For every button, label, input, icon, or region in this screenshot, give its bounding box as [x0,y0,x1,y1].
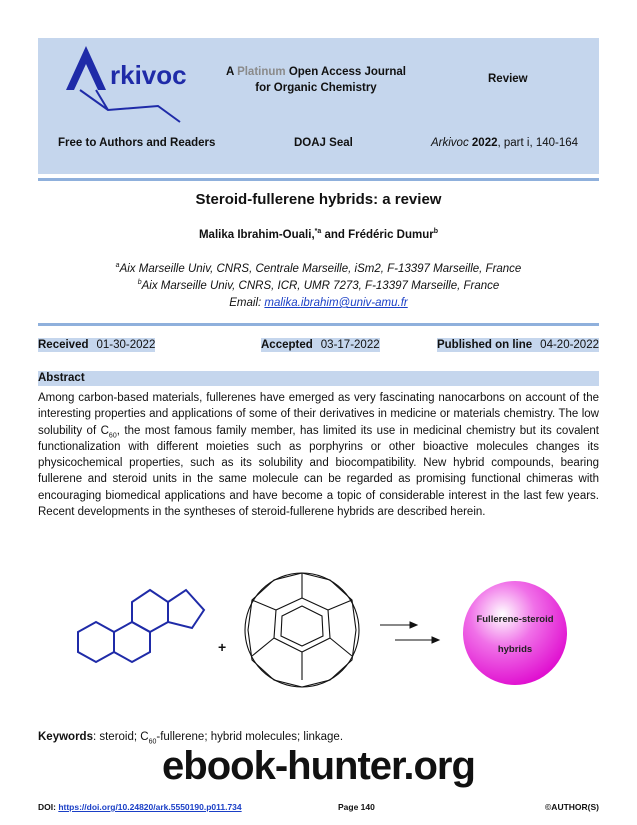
keywords-part-1: : steroid; C [92,731,149,743]
reaction-arrows [380,622,439,643]
affiliation-a-text: Aix Marseille Univ, CNRS, Centrale Marseille, iSm2, F-13397 Marseille, France [119,263,522,275]
keywords-sub: 60 [148,738,157,746]
abstract-heading-text: Abstract [38,372,85,384]
free-label: Free to Authors and Readers [58,137,216,149]
divider-dates [38,323,599,326]
keywords [38,731,344,746]
page-footer [38,800,599,814]
citation-rest: , part i, 140-164 [497,137,579,149]
author-1: Malika Ibrahim-Ouali, [198,229,315,241]
published-value: 04-20-2022 [540,339,599,351]
received-date [38,338,155,352]
tagline-prefix: A [225,66,234,78]
tagline-platinum: Platinum [237,66,286,78]
doi-label: DOI: [38,802,59,812]
plus-sign: + [218,639,227,655]
abstract-text [38,390,599,520]
accepted-label: Accepted [261,339,313,351]
product-label-1: Fullerene-steroid [476,614,554,625]
steroid-skeleton [78,590,204,662]
accepted-value: 03-17-2022 [320,339,380,351]
author-and: and [321,229,349,241]
affiliation-b-sup: b [137,279,142,287]
c60-fullerene [245,573,359,687]
journal-header [38,38,599,174]
divider-top [38,178,599,181]
journal-tagline [216,64,416,96]
published-label: Published on line [436,339,533,351]
watermark: ebook-hunter.org [162,744,475,788]
citation-journal: Arkivoc [431,137,469,149]
abstract-heading [38,371,599,386]
affiliation-b-text: Aix Marseille Univ, CNRS, ICR, UMR 7273, F-13397 Marseille, France [141,280,500,292]
abstract-part-2: , the most famous family member, has limited its use in medicinal chemistry but its covalent functionalization with different moieties such as porphyrins or other bioactive molecules changes its physicochemical properties, such as its solubility and biocompatibility. New hybrid compounds, bearing fullerene and steroid units in the same molecule can be regarded as promising functional chimeras with encouraging biomedical applications and have become a topic of considerable interest in the last few years. Recent developments in the syntheses of steroid-fullerene hybrids are described herein. [38,424,600,519]
affiliation-b [0,279,637,294]
author-2-sup: b [433,228,439,236]
keywords-label: Keywords [38,731,93,743]
article-type: Review [488,73,528,85]
doi-line [38,800,242,814]
affiliation-a [0,262,637,277]
page-number: Page 140 [338,802,375,812]
authors [0,229,637,241]
tagline-line2: for Organic Chemistry [255,82,377,94]
tagline-rest: Open Access Journal [288,66,407,78]
keywords-part-2: -fullerene; hybrid molecules; linkage. [156,731,344,743]
received-value: 01-30-2022 [96,339,156,351]
logo-text: rkivoc [110,60,187,90]
article-title: Steroid-fullerene hybrids: a review [195,191,442,208]
email-line [0,296,637,311]
product-label-2: hybrids [497,644,533,655]
email-label: Email: [229,297,265,309]
abstract-part-1: Among carbon-based materials, fullerenes have emerged as very fascinating nanocarbons on account of the interesting properties and applications of some of their derivatives in medicine or materials chemistry. The low solubility of C [38,392,599,437]
citation [431,137,578,149]
author-2: Frédéric Dumur [348,229,434,241]
product-sphere [463,581,567,685]
copyright: ©AUTHOR(S) [545,802,599,812]
citation-year: 2022 [471,137,498,149]
doi-link[interactable]: https://doi.org/10.24820/ark.5550190.p011.734 [58,802,242,812]
abstract-sub: 60 [108,431,117,439]
received-label: Received [38,339,89,351]
author-1-sup: *a [314,228,322,236]
email-link[interactable]: malika.ibrahim@univ-amu.fr [264,297,408,309]
doaj-label: DOAJ Seal [294,137,353,149]
graphical-abstract [60,560,580,700]
accepted-date [261,338,380,352]
published-date [437,338,599,352]
affiliation-a-sup: a [115,262,120,270]
arkivoc-logo [60,44,210,124]
